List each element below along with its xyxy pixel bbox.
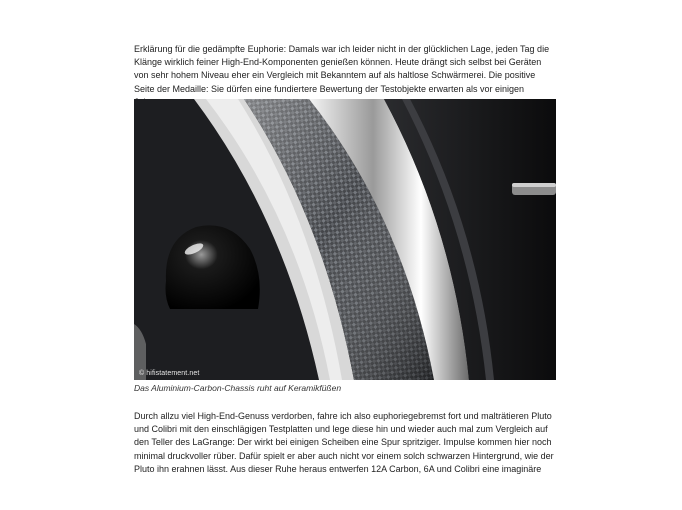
article-paragraph: Durch allzu viel High-End-Genuss verdorben, fahre ich also euphoriegebremst fort und malträtieren Pluto und Colibri mit den einschlägigen Testplatten und lege diese hin und wieder auch mal zum Vergleich auf den Teller des LaGrange: Der wirkt bei einigen Scheiben eine Spur spritziger. Impulse kommen hier noch minimal druckvoller rüber. Dafür spielt er aber auch nicht vor einem solch schwarzen Hintergrund, wie der Pluto ihn erahnen lässt. Aus dieser Ruhe heraus entwerfen 12A Carbon, 6A und Colibri eine imaginäre — [134, 411, 554, 474]
article-paragraph: Erklärung für die gedämpfte Euphorie: Damals war ich leider nicht in der glücklichen Lage, jeden Tag die Klänge wirklich feiner High-End-Komponenten genießen können. Heute drängt sich selbst bei Geräten von sehr hohem Niveau eher ein Vergleich mit Bekanntem auf als haltlose Schwärmerei. Die positive Seite der Medaille: Sie dürfen eine fundiertere Bewertung der Testobjekte erwarten als vor einigen — [134, 44, 550, 94]
article-photo — [134, 99, 556, 380]
turntable-chassis-photo — [134, 99, 556, 380]
photo-credit: © hifistatement.net — [139, 370, 200, 377]
photo-caption: Das Aluminium-Carbon-Chassis ruht auf Keramikfüßen — [134, 383, 342, 393]
